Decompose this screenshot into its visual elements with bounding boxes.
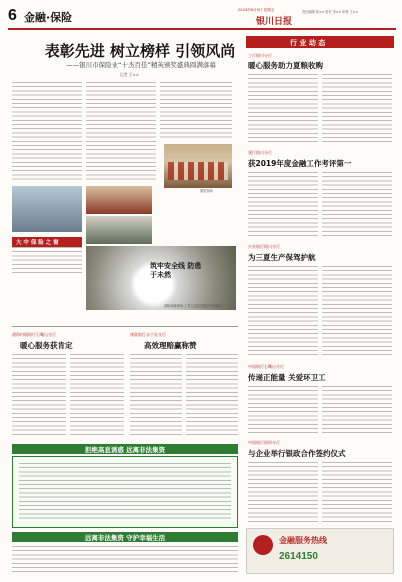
story2-text bbox=[322, 172, 392, 238]
promo-box bbox=[12, 456, 238, 528]
story4-text bbox=[322, 386, 392, 434]
body-text bbox=[12, 247, 82, 275]
story1-text bbox=[248, 74, 318, 144]
fire-drill-caption: 消防演练现场 工作人员正在进行灭火演示 bbox=[164, 304, 223, 308]
main-byline: 记者 王×× bbox=[120, 72, 139, 77]
story2-title: 获2019年度金融工作考评第一 bbox=[248, 159, 352, 168]
ceremony-caption: 颁奖现场 bbox=[200, 189, 213, 193]
main-story-text bbox=[160, 82, 232, 140]
awards-photo bbox=[86, 186, 152, 214]
story3-kicker: 兴业银行银川分行 bbox=[248, 244, 280, 249]
promo-banner-1-text: 拒绝高息诱惑 远离非法集资 bbox=[84, 446, 166, 454]
storyB-text bbox=[130, 354, 182, 438]
ad-logo-icon bbox=[253, 535, 273, 555]
story1-title: 暖心服务助力夏粮收购 bbox=[248, 61, 323, 70]
main-story-text bbox=[86, 82, 156, 182]
storyA-text bbox=[70, 354, 124, 438]
divider bbox=[12, 326, 238, 327]
main-title: 表彰先进 树立榜样 引领风尚 bbox=[44, 42, 236, 60]
main-subtitle: ——银川市保险业“十杰百佳”精英颁奖盛典圆满落幕 bbox=[66, 61, 216, 69]
ad-number: 2614150 bbox=[279, 551, 318, 562]
paper-logo: 银川日报 bbox=[256, 17, 293, 27]
storyA-text bbox=[12, 354, 66, 438]
storyA-title: 暖心服务获肯定 bbox=[20, 341, 73, 350]
storyB-kicker: 康富银行永宁县支行 bbox=[130, 332, 166, 337]
header-rule bbox=[8, 28, 396, 30]
main-story-text bbox=[12, 82, 82, 182]
industry-news-header bbox=[246, 36, 394, 48]
promo-text-2 bbox=[12, 546, 238, 574]
section-banner: 大 中 保 险 之 窗 bbox=[12, 237, 82, 247]
story4-kicker: 中国银行石嘴山分行 bbox=[248, 364, 284, 369]
story2-kicker: 建行银川分行 bbox=[248, 150, 272, 155]
story1-kicker: 工行银川分行 bbox=[248, 53, 272, 58]
editor-line: 责任编辑 张×× 校对 李×× 审核 王×× bbox=[302, 10, 359, 14]
story4-title: 传递正能量 关爱环卫工 bbox=[248, 373, 326, 382]
story5-text bbox=[322, 462, 392, 522]
story3-title: 为三夏生产保驾护航 bbox=[248, 253, 316, 262]
story3-text bbox=[248, 266, 318, 358]
story2-text bbox=[248, 172, 318, 238]
storyB-text bbox=[186, 354, 238, 438]
page-number: 6 bbox=[8, 7, 17, 24]
group-photo bbox=[12, 186, 82, 232]
promo-banner-1 bbox=[12, 444, 238, 454]
promo-banner-2 bbox=[12, 532, 238, 542]
story1-text bbox=[322, 74, 392, 144]
ceremony-photo bbox=[164, 144, 232, 188]
masthead bbox=[8, 6, 396, 32]
promo-text bbox=[19, 463, 231, 521]
story5-text bbox=[248, 462, 318, 522]
story3-text bbox=[322, 266, 392, 358]
section-name: 金融·保险 bbox=[24, 11, 73, 24]
paper-info: 2024年8月9日 星期五 bbox=[238, 8, 275, 12]
story5-title: 与企业举行银政合作签约仪式 bbox=[248, 449, 346, 458]
fire-drill-title: 筑牢安全线 防患于未然 bbox=[150, 262, 202, 279]
promo-banner-2-text: 远离非法集资 守护幸福生活 bbox=[84, 534, 166, 542]
story5-kicker: 中国银行固原分行 bbox=[248, 440, 280, 445]
industry-news-label: 行 业 动 态 bbox=[290, 39, 326, 47]
crowd-photo bbox=[86, 216, 152, 244]
story4-text bbox=[248, 386, 318, 434]
storyB-title: 高效理赔赢称赞 bbox=[144, 341, 197, 350]
ad-block bbox=[246, 528, 394, 574]
ad-title: 金融服务热线 bbox=[279, 536, 327, 545]
storyA-kicker: 渤海村镇银行石嘴山分行 bbox=[12, 332, 56, 337]
